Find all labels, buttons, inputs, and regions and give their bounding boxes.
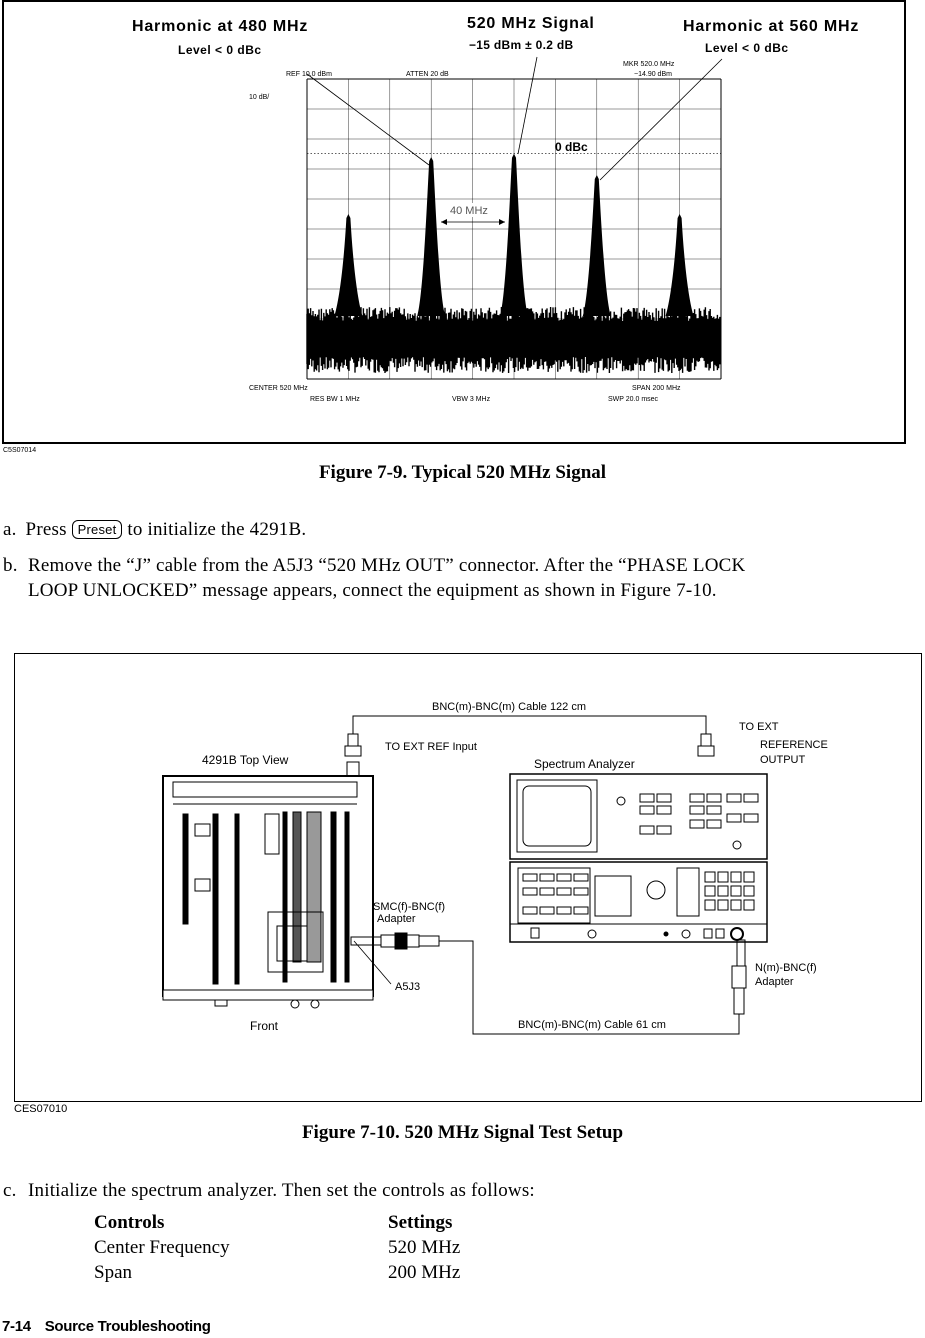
step-a: [3, 517, 306, 542]
figure-7-10-caption: Figure 7-10. 520 MHz Signal Test Setup: [301, 1122, 624, 1143]
4291b-top-view: [163, 762, 439, 1008]
a5j3-label: A5J3: [395, 981, 421, 993]
sig-title: 520 MHz Signal: [467, 15, 595, 32]
ref-annot: REF 10.0 dBm: [286, 71, 332, 78]
settings-table: [94, 1212, 460, 1287]
step-a-text1: Press: [25, 519, 67, 540]
spectrum-peak: [334, 214, 362, 316]
spectrum-analyzer-label: Spectrum Analyzer: [534, 757, 635, 771]
atten-annot: ATTEN 20 dB: [406, 71, 449, 78]
n-bnc-adapter-line2: Adapter: [755, 976, 794, 988]
page-footer: [2, 1318, 211, 1335]
leader-520: [518, 57, 537, 154]
h560-level: Level < 0 dBc: [705, 41, 789, 55]
page-number: 7-14: [2, 1318, 31, 1335]
center-annot: CENTER 520 MHz: [249, 385, 308, 392]
span-annot: SPAN 200 MHz: [632, 385, 681, 392]
step-b-line1: Remove the “J” cable from the A5J3 “520 MHz OUT” connector. After the “PHASE LOCK: [28, 555, 746, 576]
span-arrow-label: 40 MHz: [450, 205, 488, 217]
vbw-annot: VBW 3 MHz: [452, 396, 491, 403]
front-label: Front: [250, 1019, 279, 1033]
table-header-settings: Settings: [388, 1212, 453, 1233]
leader-480: [307, 74, 429, 165]
smc-adapter-line2: Adapter: [377, 913, 416, 925]
zero-dbc-label: 0 dBc: [555, 140, 588, 154]
ref-output-line2: OUTPUT: [760, 754, 806, 766]
smc-adapter-line1: SMC(f)-BNC(f): [373, 901, 446, 913]
step-c-text: Initialize the spectrum analyzer. Then set the controls as follows:: [28, 1180, 535, 1201]
table-cell: 200 MHz: [388, 1262, 461, 1283]
top-view-label: 4291B Top View: [202, 753, 289, 767]
section-title: Source Troubleshooting: [44, 1318, 211, 1335]
preset-key[interactable]: Preset: [72, 520, 123, 539]
swp-annot: SWP 20.0 msec: [608, 396, 659, 403]
spectrum-peak: [417, 157, 445, 316]
table-header-row: [94, 1212, 460, 1237]
step-a-prefix: a.: [3, 519, 17, 540]
figure-7-9-frame: [2, 0, 906, 444]
cable-61-label: BNC(m)-BNC(m) Cable 61 cm: [518, 1019, 666, 1031]
spectrum-plot: [4, 2, 904, 442]
scale-annot: 10 dB/: [249, 94, 270, 101]
table-header-controls: Controls: [94, 1212, 165, 1233]
test-setup-diagram: [15, 654, 920, 1100]
spectrum-peak: [500, 154, 528, 316]
step-b-prefix: b.: [3, 555, 18, 576]
step-c-prefix: c.: [3, 1180, 17, 1201]
figure-7-9-id: C5S07014: [3, 447, 37, 454]
mkr-annot: MKR 520.0 MHz: [623, 61, 675, 68]
ref-output-line1: REFERENCE: [760, 739, 828, 751]
spectrum-peak: [583, 175, 611, 316]
spectrum-trace: [307, 154, 720, 373]
table-cell: Span: [94, 1262, 132, 1283]
to-ext-ref-label: TO EXT REF Input: [385, 741, 477, 753]
step-b-line2: LOOP UNLOCKED” message appears, connect the equipment as shown in Figure 7-10.: [28, 580, 717, 601]
table-row: [94, 1262, 460, 1287]
figure-7-10-frame: [14, 653, 922, 1102]
span-arrow: [441, 203, 505, 225]
h480-level: Level < 0 dBc: [178, 43, 262, 57]
resbw-annot: RES BW 1 MHz: [310, 396, 360, 403]
figure-7-10-id: CES07010: [14, 1103, 68, 1115]
h480-title: Harmonic at 480 MHz: [132, 18, 309, 35]
h560-title: Harmonic at 560 MHz: [683, 18, 860, 35]
table-cell: Center Frequency: [94, 1237, 230, 1258]
table-cell: 520 MHz: [388, 1237, 461, 1258]
table-row: [94, 1237, 460, 1262]
spectrum-analyzer: [510, 774, 767, 942]
n-bnc-adapter-line1: N(m)-BNC(f): [755, 962, 817, 974]
spectrum-peak: [666, 214, 694, 316]
to-ext-label: TO EXT: [739, 721, 779, 733]
step-a-text2: to initialize the 4291B.: [127, 519, 307, 540]
figure-7-9-caption: Figure 7-9. Typical 520 MHz Signal: [318, 462, 607, 483]
sig-level: −15 dBm ± 0.2 dB: [469, 38, 574, 52]
cable-122-label: BNC(m)-BNC(m) Cable 122 cm: [432, 701, 587, 713]
mkr-value: −14.90 dBm: [634, 71, 672, 78]
noise-floor: [307, 307, 720, 373]
